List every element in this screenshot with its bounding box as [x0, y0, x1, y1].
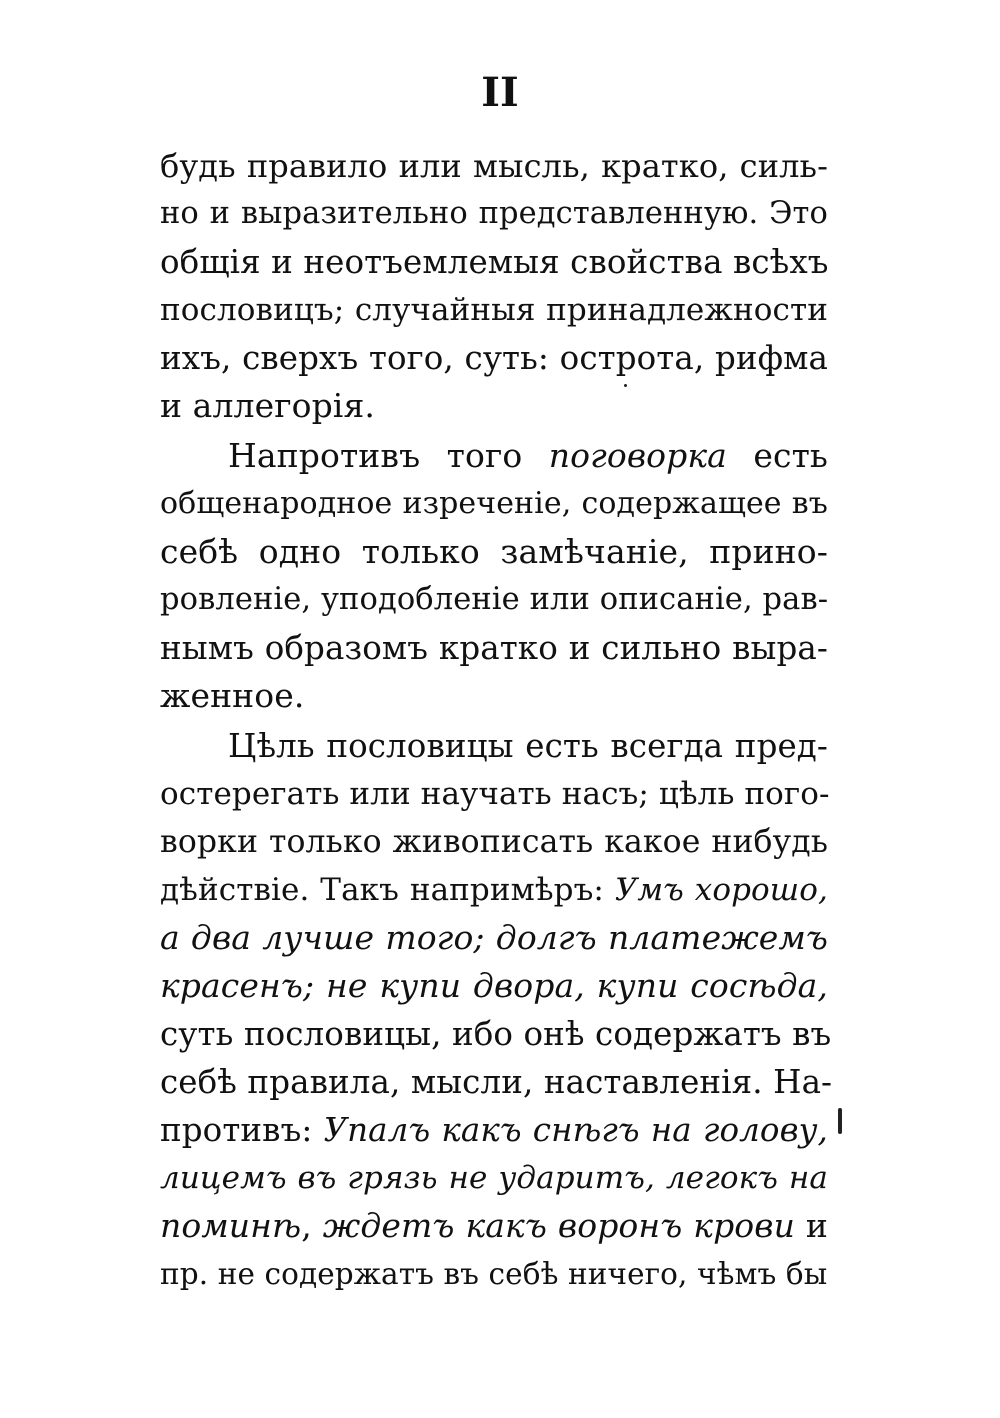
- text-segment: ихъ, сверхъ того, суть: острота, рифма: [160, 339, 828, 377]
- paragraph: [160, 142, 828, 430]
- text-line: [160, 722, 828, 770]
- text-line: [160, 576, 828, 624]
- text-line: [160, 142, 828, 190]
- text-segment: и: [794, 1206, 828, 1245]
- text-segment: остерегать или научать насъ; цѣль пого-: [160, 776, 830, 812]
- text-segment: себѣ правила, мысли, наставленія. На-: [160, 1063, 833, 1101]
- body-text: [160, 142, 833, 1298]
- text-segment: Цѣль пословицы есть всегда пред-: [228, 727, 828, 765]
- italic-phrase: Умъ хорошо,: [614, 872, 828, 908]
- text-segment: суть пословицы, ибо онѣ содержатъ въ: [160, 1015, 832, 1053]
- text-segment: общія и неотъемлемыя свойства всѣхъ: [160, 243, 829, 281]
- text-segment: и аллегорія.: [160, 386, 375, 425]
- text-line: [160, 382, 828, 430]
- text-line: [160, 1202, 828, 1250]
- text-line: [160, 914, 828, 962]
- text-segment: общенародное изреченіе, содержащее въ: [160, 486, 828, 521]
- text-line: [160, 1010, 832, 1058]
- text-line: [160, 866, 828, 914]
- text-line: [160, 238, 828, 286]
- text-line: [160, 672, 828, 720]
- paragraph: [160, 722, 833, 1298]
- italic-phrase: ждетъ какъ воронъ крови: [322, 1206, 795, 1245]
- text-segment: пословицъ; случайныя принадлежности: [160, 292, 828, 328]
- text-segment: ровленіе, уподобленіе или описаніе, рав-: [160, 582, 829, 617]
- text-line: [160, 962, 828, 1010]
- italic-phrase: поминѣ: [160, 1206, 302, 1245]
- text-line: [160, 1106, 828, 1154]
- text-line: [160, 770, 828, 818]
- text-line: [160, 528, 828, 576]
- page-number: II: [481, 69, 519, 116]
- italic-phrase: а два лучше того; долгъ платежемъ: [160, 918, 828, 957]
- print-speck: [624, 384, 627, 387]
- text-segment: дѣйствіе. Такъ напримѣръ:: [160, 872, 615, 908]
- italic-phrase: лицемъ въ грязь не ударитъ, легокъ на: [160, 1160, 828, 1196]
- italic-phrase: поговорка: [548, 436, 727, 475]
- italic-phrase: красенъ; не купи двора, купи сосѣда,: [160, 966, 828, 1005]
- text-line: [160, 190, 828, 238]
- text-segment: противъ:: [160, 1111, 324, 1149]
- text-segment: нымъ образомъ кратко и сильно выра-: [160, 629, 828, 667]
- text-line: [160, 624, 828, 672]
- text-segment: пр. не содержатъ въ себѣ ничего, чѣмъ бы: [160, 1257, 828, 1291]
- print-mark: [838, 1108, 842, 1134]
- text-line: [160, 334, 828, 382]
- text-segment: ,: [301, 1206, 323, 1245]
- text-line: [160, 818, 828, 866]
- text-segment: но и выразительно представленную. Это: [160, 196, 828, 231]
- text-line: [160, 432, 828, 480]
- text-segment: ворки только живописать какое нибудь: [160, 824, 828, 860]
- text-segment: себѣ одно только замѣчаніе, прино-: [160, 532, 828, 571]
- text-segment: будь правило или мысль, кратко, силь-: [160, 147, 828, 185]
- text-line: [160, 1058, 833, 1106]
- paragraph: [160, 432, 828, 720]
- text-segment: Напротивъ того: [228, 436, 549, 475]
- text-line: [160, 1154, 828, 1202]
- italic-phrase: Упалъ какъ снѣгъ на голову,: [323, 1111, 828, 1149]
- text-line: [160, 286, 828, 334]
- text-line: [160, 1250, 828, 1298]
- text-line: [160, 480, 828, 528]
- text-segment: женное.: [160, 676, 305, 715]
- text-segment: есть: [726, 436, 828, 475]
